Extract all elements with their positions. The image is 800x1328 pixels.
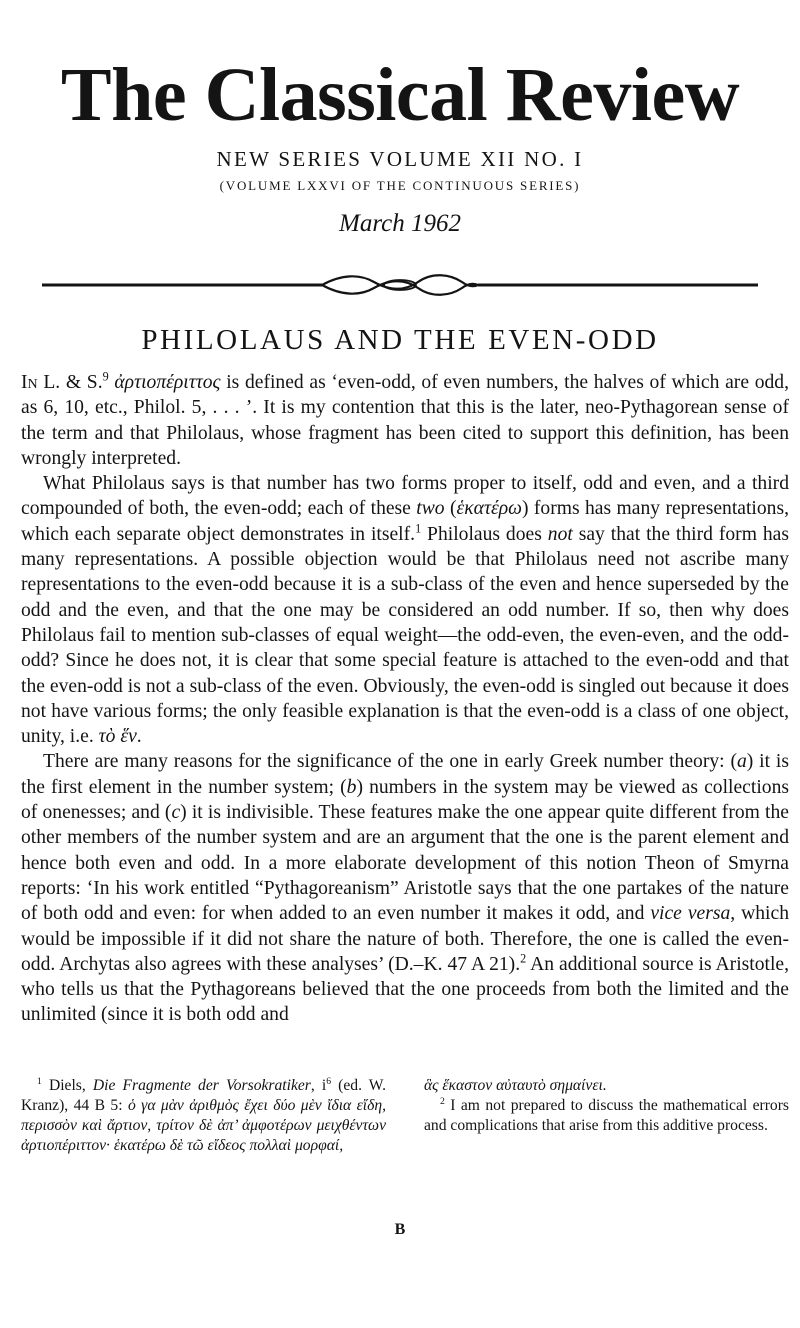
series-line: NEW SERIES VOLUME XII NO. I — [216, 147, 584, 171]
footnote-text: I am not prepared to discuss the mathematical errors and complications that arise from this additive process. — [424, 1097, 789, 1134]
footnote-column-left — [21, 1076, 386, 1156]
footnotes — [21, 1076, 789, 1156]
journal-title: The Classical Review — [60, 53, 740, 137]
edition-number: 6 — [326, 1076, 332, 1088]
paragraph-text: is defined as ‘even-odd, of even numbers, the halves of which are odd, as 6, 10, etc., Philol. 5, . . . ’. It is my contention that this is the later, neo-Pythagorean sense of the term and that Philolaus, whose fragment has been cited to support this definition, has been wrongly interpreted. — [21, 372, 790, 469]
greek-term: τὸ ἕν — [98, 726, 137, 748]
footnote-number: 2 — [440, 1096, 445, 1108]
footnote-text: (ed. W. Kranz), 44 B 5: — [21, 1077, 386, 1114]
ornamental-rule-icon — [42, 270, 758, 300]
greek-term: ἑκατέρω — [456, 498, 522, 520]
footnote-text: , i — [310, 1077, 327, 1094]
paragraph-text: ( — [444, 498, 457, 520]
greek-quote: ἃς ἕκαστον αὐταυτὸ σημαίνει. — [424, 1077, 607, 1094]
book-title: Die Fragmente der Vorsokratiker — [92, 1077, 311, 1094]
list-marker: a — [736, 751, 747, 773]
paragraph-text: ) forms has many representations, which each separate object demonstrates in itself. — [21, 498, 789, 545]
article-title: PHILOLAUS AND THE EVEN-ODD — [141, 324, 659, 356]
paragraph-1 — [21, 370, 789, 471]
footnote-number: 1 — [37, 1076, 42, 1088]
continuous-series-line: (VOLUME LXXVI OF THE CONTINUOUS SERIES) — [219, 178, 581, 193]
paragraph-text: ) numbers in the system may be viewed as collections of onenesses; and ( — [21, 776, 789, 824]
footnote-1-continued — [424, 1076, 789, 1096]
paragraph-text: What Philolaus says is that number has two forms proper to itself, odd and even, and a third compounded of both, the even-odd; each of these — [21, 473, 789, 520]
list-marker: b — [346, 776, 357, 798]
footnote-ref[interactable]: 1 — [415, 521, 422, 536]
greek-quote: ὁ γα μὰν ἀριθμὸς ἔχει δύο μὲν ἴδια εἴδη, περισσὸν καὶ ἄρτιον, τρίτον δὲ ἀπ’ ἀμφοτέρων μειχθέντων ἀρτιοπέριττον· ἑκατέρω δὲ τῶ εἴδεος πολλαὶ μορφαί, — [21, 1097, 386, 1154]
paragraph-3 — [21, 749, 789, 1027]
ref-mark: 9 — [102, 369, 109, 384]
footnote-text: Diels, — [41, 1077, 93, 1094]
paragraph-text: Philolaus does — [421, 523, 548, 545]
paragraph-text: . — [136, 726, 142, 748]
lead-text: In L. & S. — [21, 372, 103, 393]
emphasis: not — [547, 523, 573, 545]
paragraph-text: ) it is indivisible. These features make the one appear quite different from the other members of the number system and are an argument that the one is the parent element and hence both even and odd. In a more elaborate development of this notion Theon of Smyrna reports: ‘In his work entitled “Pythagoreanism” Aristotle says that the one partakes of the nature of both odd and even: for when added to an even number it makes it odd, and — [21, 802, 789, 925]
footnote-column-right — [424, 1076, 789, 1156]
list-marker: c — [171, 802, 181, 824]
paragraph-text: There are many reasons for the significance of the one in early Greek number theory: ( — [43, 751, 737, 773]
greek-term: ἀρτιοπέριττος — [114, 372, 221, 393]
paragraph-text: ) it is the first element in the number system; ( — [21, 751, 789, 798]
emphasis: vice versa — [650, 903, 731, 925]
paragraph-text: say that the third form has many representations. A possible objection would be that Philolaus need not ascribe many representations to the even-odd because it is a sub-class of the even and hence superseded by the odd and the even, and that the one may be considered an odd number. If so, then why does Philolaus fail to mention sub-classes of equal weight—the odd-even, the even-even, and the odd-odd? Since he does not, it is clear that some special feature is attached to the even-odd and that the even-odd is not a sub-class of the even. Obviously, the even-odd is singled out because it does not have various forms; the only feasible explanation is that the even-odd is a class of one object, unity, i.e. — [21, 523, 789, 748]
paragraph-2 — [21, 471, 789, 749]
footnote-ref[interactable]: 2 — [520, 951, 527, 966]
article-body — [21, 370, 789, 1028]
signature-mark: B — [394, 1221, 406, 1238]
paragraph-text: An additional source is Aristotle, who tells us that the Pythagoreans believed that the one proceeds from both the limited and the unlimited (since it is both odd and — [21, 953, 789, 1026]
emphasis: two — [416, 498, 445, 520]
paragraph-text: , which would be impossible if it did not share the nature of both. Therefore, the one is called the even-odd. Archytas also agrees with these analyses’ (D.–K. 47 A 21). — [21, 903, 789, 975]
footnote-2 — [424, 1096, 789, 1136]
issue-date: March 1962 — [339, 210, 461, 237]
footnote-1 — [21, 1076, 386, 1156]
